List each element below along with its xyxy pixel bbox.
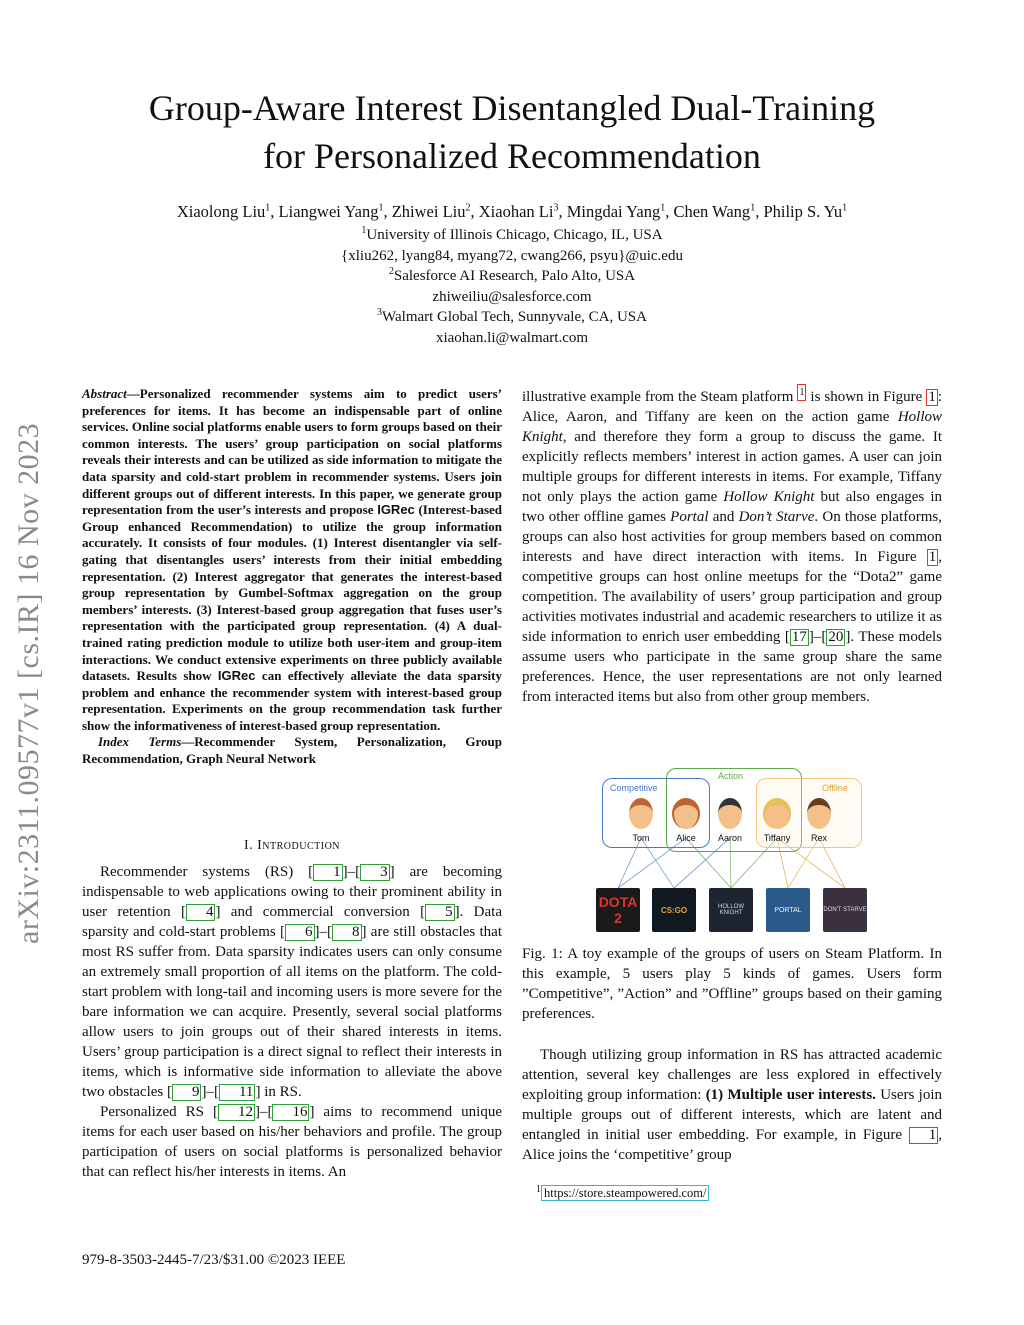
avatar-icon <box>807 798 831 829</box>
title-line-1: Group-Aware Interest Disentangled Dual-Training <box>148 88 876 128</box>
intro-paragraph-4: Though utilizing group information in RS has attracted academic attention, several key challenges are less explored in effectively exploiting group information: (1) Multiple user interests. Users join multiple groups out of different interests, which are latent and entangled in initial user embedding. For example, in Figure 1 , Alice joins the ‘competitive’ group <box>522 1047 942 1163</box>
figure-link[interactable]: 1 <box>928 389 936 405</box>
affiliation-3: $^3$Walmart Global Tech, Sunnyvale, CA, USA <box>377 307 647 325</box>
footnote-url-link[interactable]: https://store.steampowered.com/ <box>541 1185 709 1201</box>
citation-link[interactable]: 12 <box>218 1104 255 1121</box>
user-tom: Tom <box>623 798 659 843</box>
citation-link[interactable]: 17 <box>791 629 807 645</box>
citation-link[interactable]: 5 <box>425 904 455 921</box>
intro-left-column <box>82 862 502 1182</box>
citation-link[interactable]: 8 <box>332 924 362 941</box>
game-hollow-knight-icon: HOLLOW KNIGHT <box>709 888 753 932</box>
affiliations <box>80 225 944 348</box>
citation-link[interactable]: 3 <box>360 864 390 881</box>
group-label-offline: Offline <box>822 783 848 793</box>
author: Liangwei Yang$^1$ <box>278 202 384 221</box>
citation-link[interactable]: 20 <box>828 629 844 645</box>
email-2[interactable]: zhiweiliu@salesforce.com <box>432 288 592 305</box>
citation-link[interactable]: 11 <box>219 1084 255 1101</box>
citation-link[interactable]: 4 <box>186 904 216 921</box>
citation-link[interactable]: 16 <box>272 1104 309 1121</box>
group-label-action: Action <box>718 771 744 781</box>
index-terms-label: Index Terms <box>98 734 182 750</box>
intro-paragraph-2: Personalized RS [ 12 ]–[ 16 ] aims to recommend unique items for each user based on his/her behaviors and profile. The group participation of users on social platforms is personalized behavior that can reflect his/her interests in items. An <box>82 1104 502 1180</box>
affiliation-1: $^1$University of Illinois Chicago, Chicago, IL, USA <box>361 225 663 243</box>
arxiv-stamp: arXiv:2311.09577v1 [cs.IR] 16 Nov 2023 <box>12 422 45 944</box>
paper-title <box>60 84 964 180</box>
intro-paragraph-3: illustrative example from the Steam platform $^1$ is shown in Figure 1 : Alice, Aaron, and Tiffany are keen on the action game Hollow Knight, and therefore they form a group to discuss the game. It explicitly reflects members’ interest in action games. A user can join multiple groups for different interests in items. For example, Tiffany not only plays the action game Hollow Knight but also engages in two other offline games Portal and Don’t Starve. On those platforms, groups can also host activities for group members based on common interests and have direct interaction with items. In Figure 1 , competitive groups can host online meetups for the “Dota2” game competition. The availability of users’ group participation and group activities motivates industrial and academic researchers to utilize it as side information to enrich user embedding [ 17 ]–[ 20 ]. These models assume users who participate in the same group share the same preferences. Hence, the user representations are not only learned from interacted items but also from other group members. <box>522 384 942 707</box>
author: Mingdai Yang$^1$ <box>566 202 666 221</box>
citation-link[interactable]: 9 <box>172 1084 202 1101</box>
figure-1 <box>596 766 881 936</box>
figure-caption: Fig. 1: A toy example of the groups of users on Steam Platform. In this example, 5 users play 5 kinds of games. Users form ”Competitive”, ”Action” and ”Offline” groups based on their gaming preferences. <box>522 946 942 1022</box>
model-name: IGRec <box>377 502 415 518</box>
intro-right-column-continued <box>522 1045 942 1165</box>
affiliation-2: $^2$Salesforce AI Research, Palo Alto, USA <box>388 266 636 284</box>
author: Xiaohan Li$^3$ <box>478 202 559 221</box>
section-title: I. Introduction <box>243 838 341 853</box>
game-dont-starve-icon: DON'T STARVE <box>823 888 867 932</box>
citation-link[interactable]: 6 <box>285 924 315 941</box>
intro-right-column <box>522 384 942 707</box>
author-list: Xiaolong Liu$^1$, Liangwei Yang$^1$, Zhiwei Liu$^2$, Xiaohan Li$^3$, Mingdai Yang$^1$, Chen Wang$^1$, Philip S. Yu$^1$ <box>176 202 848 221</box>
title-line-2: for Personalized Recommendation <box>263 136 761 176</box>
user-rex: Rex <box>801 798 837 843</box>
user-alice: Alice <box>668 798 704 843</box>
figure-link[interactable]: 1 <box>909 1127 939 1144</box>
footnote: $^1$ https://store.steampowered.com/ <box>536 1186 709 1201</box>
intro-paragraph-1: Recommender systems (RS) [ 1 ]–[ 3 ] are becoming indispensable to web applications owing to their prominent ability in user retention [ 4 ] and commercial conversion [ 5 ]. Data sparsity and cold-start problems [ 6 ]–[ 8 ] are still obstacles that most RS suffer from. Data sparsity indicates users can only consume an extremely small proportion of all items on the platform. The cold-start problem with long-tail and incoming users is more severe for the bare information we can acquire. Presently, several social platforms allow users to join groups out of their shared interests in items. Users’ group participation is a direct signal to reflect their interests in items, which is informative side information to alleviate the above two obstacles [ 9 ]–[ 11 ] in RS. <box>82 864 502 1100</box>
email-3[interactable]: xiaohan.li@walmart.com <box>435 329 589 346</box>
figure-link[interactable]: 1 <box>928 549 937 565</box>
avatar-icon <box>763 798 791 829</box>
avatar-icon <box>629 798 653 829</box>
author: Chen Wang$^1$ <box>673 202 756 221</box>
avatar-icon <box>672 798 700 829</box>
author: Xiaolong Liu$^1$ <box>176 202 271 221</box>
copyright-footer: 979-8-3503-2445-7/23/$31.00 ©2023 IEEE <box>82 1252 346 1268</box>
game-csgo-icon: CS:GO <box>652 888 696 932</box>
user-tiffany: Tiffany <box>759 798 795 843</box>
game-portal-icon: PORTAL <box>766 888 810 932</box>
user-aaron: Aaron <box>712 798 748 843</box>
avatar-icon <box>718 798 742 829</box>
abstract-label: Abstract <box>82 386 127 401</box>
author: Zhiwei Liu$^2$ <box>391 202 471 221</box>
email-1[interactable]: {xliu262, lyang84, myang72, cwang266, psyu}@uic.edu <box>341 247 683 264</box>
author: Philip S. Yu$^1$ <box>763 202 848 221</box>
footnote-link[interactable]: 1 <box>797 384 806 401</box>
citation-link[interactable]: 1 <box>313 864 343 881</box>
index-terms: —Recommender System, Personalization, Group Recommendation, Graph Neural Network <box>82 734 502 767</box>
abstract: Abstract—Personalized recommender systems aim to predict users’ preferences for items. It has become an indispensable part of online services. Online social platforms enable users to form groups based on their common interests. The users’ group participation on social platforms reveals their interests and can be utilized as side information to mitigate the data sparsity and cold-start problem in recommender systems. Users join different groups out of different interests. In this paper, we generate group representation from the user’s interests and propose IGRec (Interest-based Group enhanced Recommendation) to utilize the group information accurately. It consists of four modules. (1) Interest disentangler via self-gating that disentangles users’ interests from their initial embedding representation. (2) Interest aggregator that generates the interest-based group representation by Gumbel-Softmax aggregation on the group members’ interests. (3) Interest-based group aggregation that fuses user’s representation with the participated group representation. (4) A dual-trained rating prediction module to utilize both user-item and group-item interactions. We conduct extensive experiments on three publicly available datasets. Results show IGRec can effectively alleviate the data sparsity problem and enhance the recommender system with interest-based group representation. Experiments on the group recommendation task further show the informativeness of interest-based group representation. Index Terms—Recommender System, Personalization, Group Recommendation, Graph Neural Network <box>82 386 502 767</box>
game-dota2-icon: DOTA 2 <box>596 888 640 932</box>
group-label-competitive: Competitive <box>610 783 658 793</box>
